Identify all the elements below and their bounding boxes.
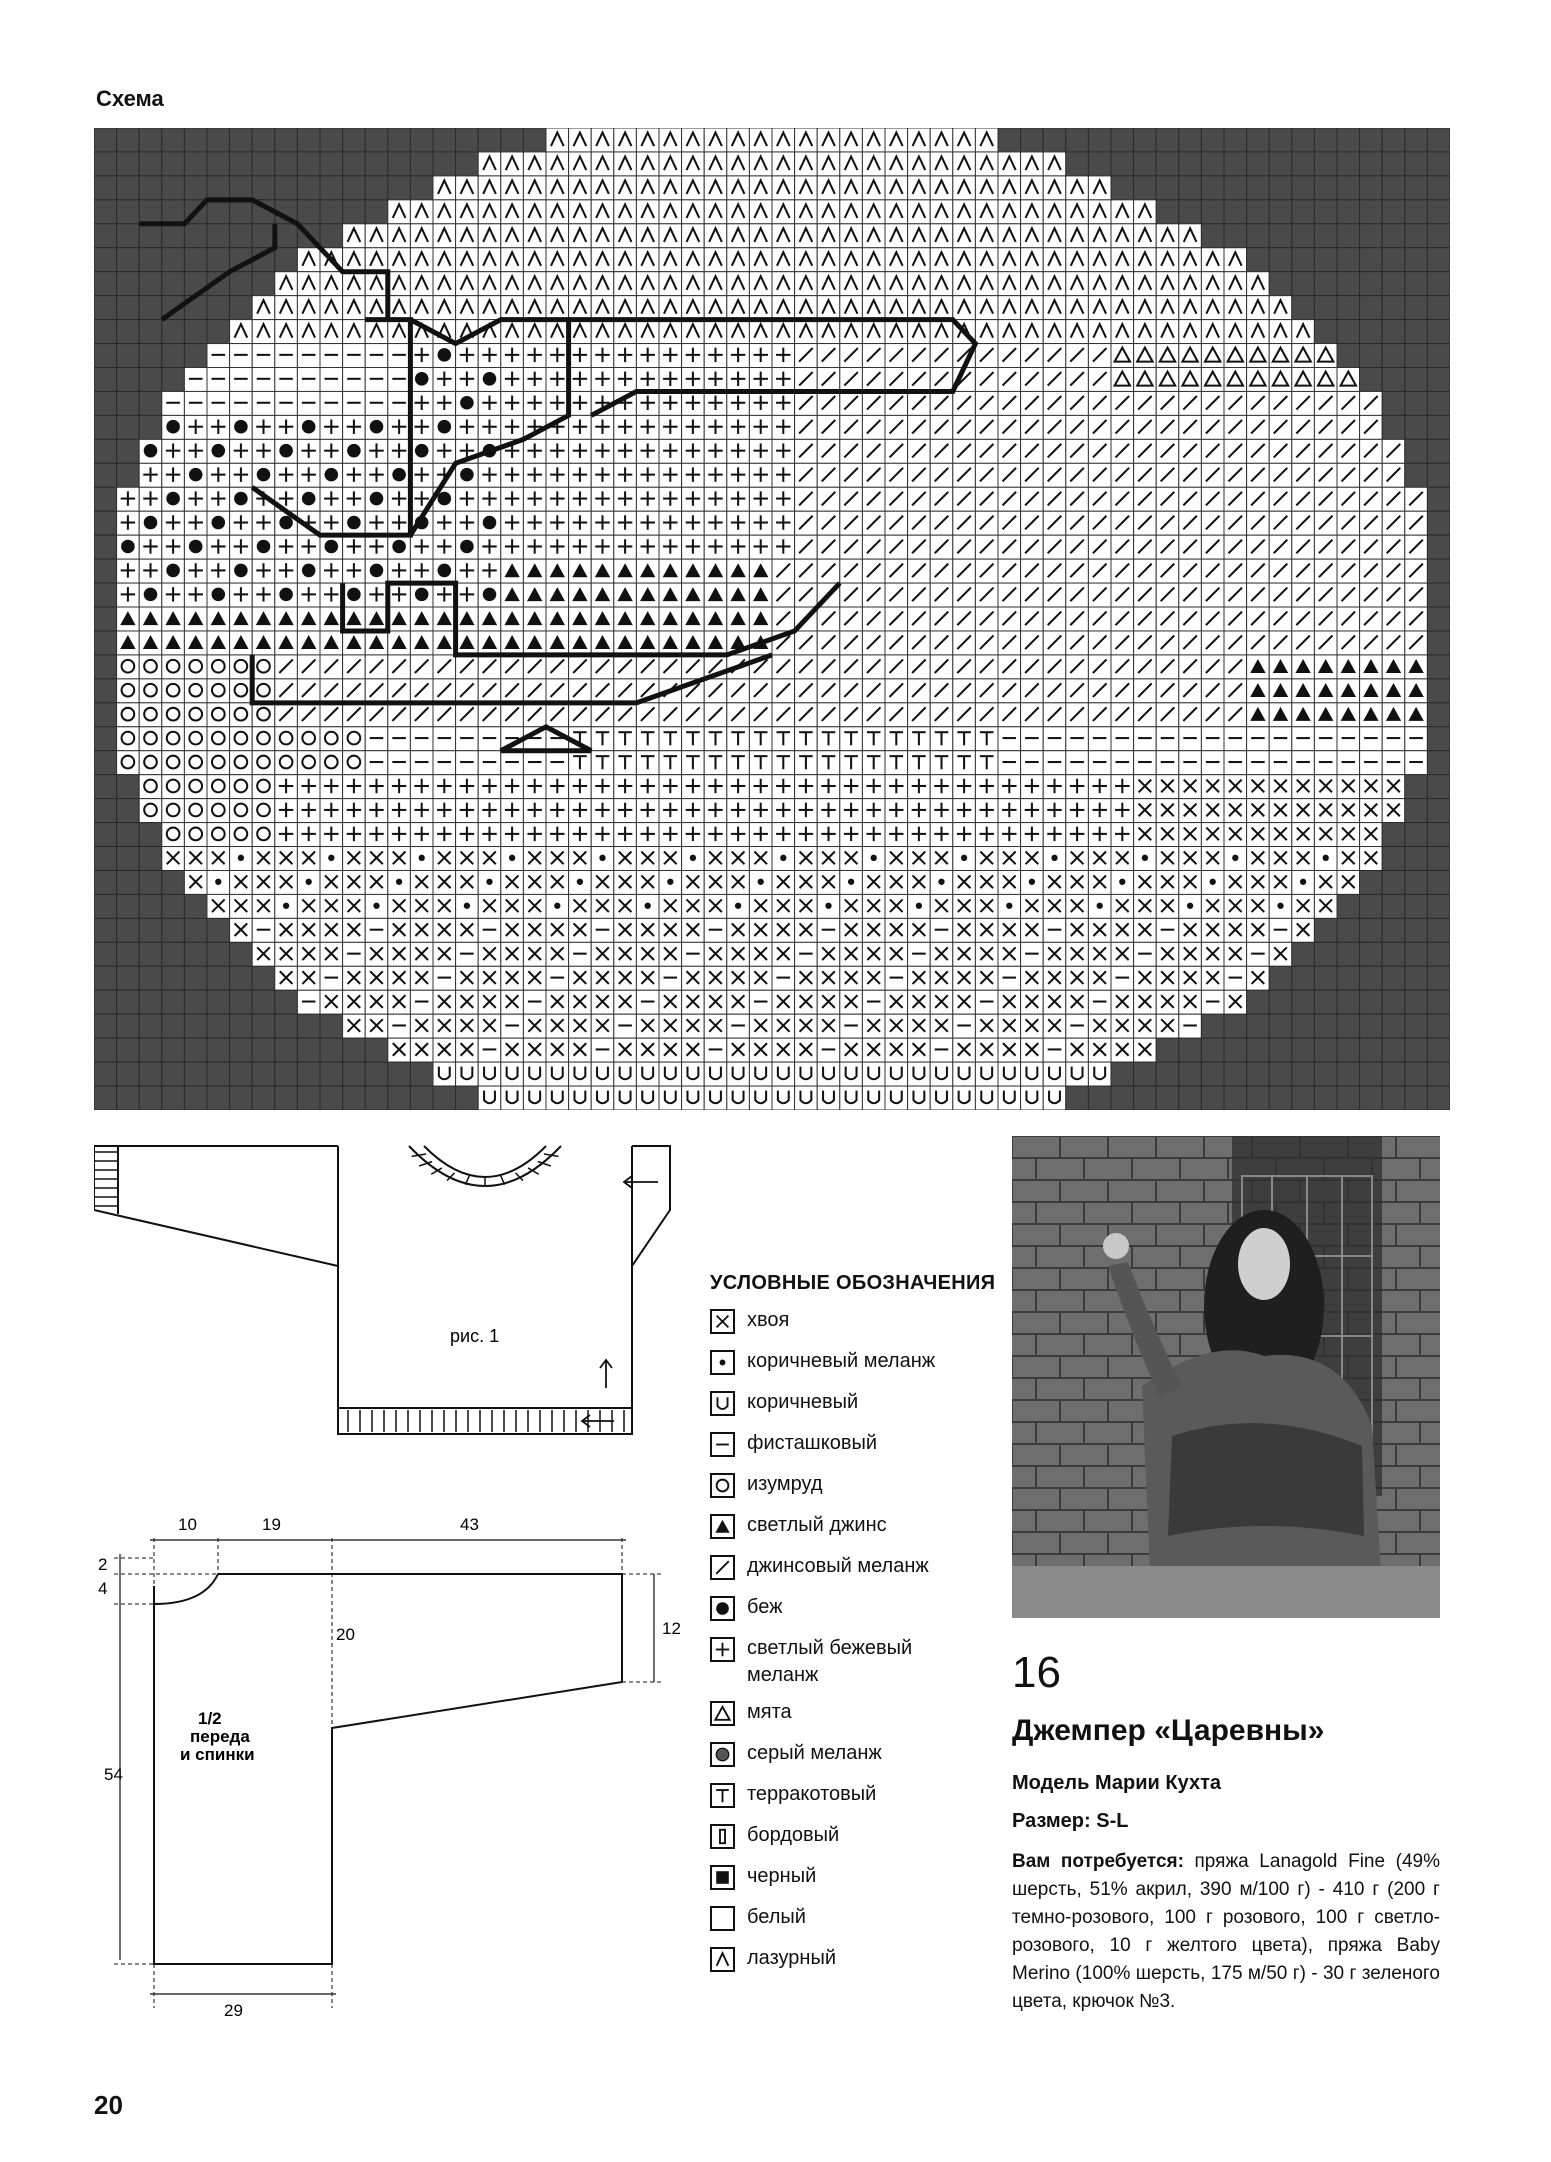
legend-label: джинсовый меланж	[747, 1555, 929, 1577]
legend-label: беж	[747, 1596, 783, 1618]
knitting-chart	[94, 128, 1450, 1110]
model-photo	[1012, 1136, 1440, 1618]
triangle-outline-icon	[710, 1701, 735, 1726]
big-dot-icon	[710, 1596, 735, 1621]
grey-dot-icon	[710, 1742, 735, 1767]
dim-left-b: 4	[98, 1579, 108, 1598]
legend-label: бордовый	[747, 1824, 840, 1846]
knitting-chart-grid	[94, 128, 1450, 1110]
legend-item	[710, 1307, 1010, 1338]
legend-item	[710, 1594, 1010, 1625]
half-label-3: и спинки	[180, 1745, 255, 1764]
empty-icon	[710, 1906, 735, 1931]
model-name: Джемпер «Царевны»	[1012, 1714, 1325, 1747]
legend-label: белый	[747, 1906, 806, 1928]
dash-icon	[710, 1432, 735, 1457]
model-number: 16	[1012, 1648, 1061, 1697]
legend-item	[710, 1635, 1010, 1689]
legend-item	[710, 1822, 1010, 1853]
materials-text	[1012, 1848, 1440, 2016]
materials-body: пряжа Lanagold Fine (49% шерсть, 51% акрил, 390 м/100 г) - 410 г (200 г темно-розового, 100 г розового, 100 г светло-розового, 10 г желтого цвета), пряжа Baby Merino (100% шерсть, 175 м/50 г) - 30 г зеленого цвета, крючок №3.	[1012, 1851, 1440, 2012]
dim-cuff: 12	[662, 1619, 681, 1638]
filled-square-icon	[710, 1865, 735, 1890]
legend-label: терракотовый	[747, 1783, 877, 1805]
legend-item	[710, 1348, 1010, 1379]
legend-item	[710, 1945, 1010, 1976]
circle-icon	[710, 1473, 735, 1498]
legend-label: коричневый	[747, 1391, 859, 1413]
legend-item	[710, 1430, 1010, 1461]
legend-item	[710, 1512, 1010, 1543]
dim-top-c: 43	[460, 1515, 479, 1534]
legend-rows	[710, 1307, 1010, 1976]
legend-label: черный	[747, 1865, 817, 1887]
legend-item	[710, 1904, 1010, 1935]
sweater-figure	[94, 1138, 674, 1468]
slash-icon	[710, 1555, 735, 1580]
cross-icon	[710, 1309, 735, 1334]
plus-icon	[710, 1637, 735, 1662]
legend-item	[710, 1781, 1010, 1812]
legend-item	[710, 1389, 1010, 1420]
legend-label: фисташковый	[747, 1432, 877, 1454]
materials-label: Вам потребуется:	[1012, 1851, 1184, 1872]
bar-icon	[710, 1824, 735, 1849]
half-label-1: 1/2	[198, 1709, 222, 1728]
half-schematic	[94, 1508, 694, 2028]
small-dot-icon	[710, 1350, 735, 1375]
model-author: Модель Марии Кухта	[1012, 1772, 1221, 1794]
caret-icon	[710, 1947, 735, 1972]
schema-title: Схема	[96, 86, 164, 111]
legend-label: светлый бежевый меланж	[747, 1637, 913, 1686]
legend-item	[710, 1699, 1010, 1730]
legend-label: хвоя	[747, 1309, 790, 1331]
dim-left-a: 2	[98, 1555, 108, 1574]
t-icon	[710, 1783, 735, 1808]
figure-label: рис. 1	[450, 1326, 500, 1346]
legend	[710, 1272, 1010, 1986]
legend-label: серый меланж	[747, 1742, 882, 1764]
legend-item	[710, 1863, 1010, 1894]
model-size: Размер: S-L	[1012, 1810, 1129, 1832]
legend-item	[710, 1471, 1010, 1502]
legend-label: мята	[747, 1701, 792, 1723]
dim-top-a: 10	[178, 1515, 197, 1534]
legend-item	[710, 1740, 1010, 1771]
legend-label: лазурный	[747, 1947, 837, 1969]
legend-label: коричневый меланж	[747, 1350, 936, 1372]
legend-label: светлый джинс	[747, 1514, 887, 1536]
page-number: 20	[94, 2090, 123, 2120]
v-icon	[710, 1391, 735, 1416]
dim-armhole: 20	[336, 1625, 355, 1644]
dim-bottom: 29	[224, 2001, 243, 2020]
legend-title: УСЛОВНЫЕ ОБОЗНАЧЕНИЯ	[710, 1272, 996, 1294]
legend-item	[710, 1553, 1010, 1584]
filled-triangle-icon	[710, 1514, 735, 1539]
half-label-2: переда	[190, 1727, 250, 1746]
dim-top-b: 19	[262, 1515, 281, 1534]
legend-label: изумруд	[747, 1473, 823, 1495]
dim-height: 54	[104, 1765, 123, 1784]
